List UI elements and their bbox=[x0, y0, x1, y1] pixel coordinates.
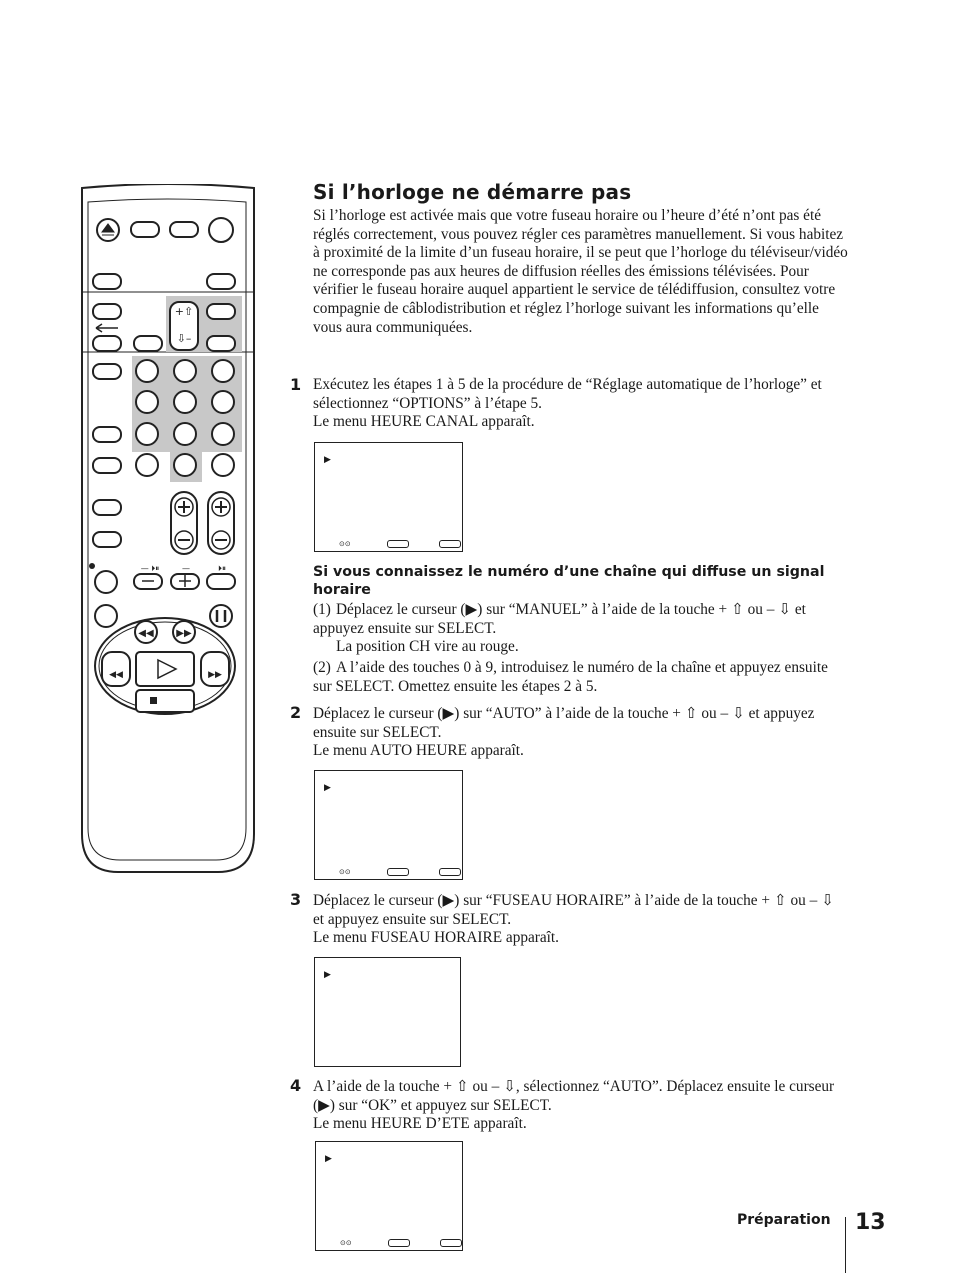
tv-screen-heure-canal bbox=[314, 442, 463, 552]
rewind-icon: ◀◀ bbox=[138, 628, 154, 639]
step-number: 1 bbox=[290, 375, 302, 394]
step-instruction: Exécutez les étapes 1 à 5 de la procédure de “Réglage automatique de l’horloge” et sélectionnez “OPTIONS” à l’étape 5. bbox=[313, 376, 822, 412]
power-button[interactable] bbox=[209, 218, 233, 242]
svg-text:—: — bbox=[182, 564, 190, 573]
screen-button-pill bbox=[387, 540, 409, 548]
footer-divider bbox=[845, 1217, 846, 1273]
record-dot-icon bbox=[89, 563, 95, 569]
item-text: Déplacez le curseur (▶) sur “MANUEL” à l’aide de la touche + ⇧ ou – ⇩ et appuyez ensuite sur SELECT. bbox=[313, 601, 806, 637]
number-button-zero[interactable] bbox=[174, 454, 196, 476]
step-instruction: Déplacez le curseur (▶) sur “AUTO” à l’aide de la touche + ⇧ ou – ⇩ et appuyez ensuite sur SELECT. bbox=[313, 705, 815, 741]
number-button[interactable] bbox=[174, 423, 196, 445]
number-button[interactable] bbox=[174, 360, 196, 382]
screen-button-pill bbox=[439, 868, 461, 876]
remote-button[interactable] bbox=[170, 222, 198, 237]
fast-forward-icon: ▶▶ bbox=[176, 628, 192, 639]
remote-button[interactable] bbox=[95, 605, 117, 627]
plus-up-icon: +⇧ bbox=[174, 305, 194, 318]
remote-button[interactable] bbox=[93, 364, 121, 379]
record-button[interactable] bbox=[95, 571, 117, 593]
number-button[interactable] bbox=[136, 391, 158, 413]
number-button[interactable] bbox=[212, 360, 234, 382]
stop-button[interactable] bbox=[136, 690, 194, 712]
step-result: Le menu HEURE D’ETE apparaît. bbox=[313, 1115, 527, 1133]
step-number: 4 bbox=[290, 1076, 302, 1095]
tv-screen-auto-heure bbox=[314, 770, 463, 880]
tv-screen-heure-dete bbox=[315, 1141, 463, 1251]
screen-footer-icon: ⊙⊙ bbox=[340, 1239, 352, 1247]
screen-button-pill bbox=[387, 868, 409, 876]
step-result: Le menu AUTO HEURE apparaît. bbox=[313, 742, 524, 760]
fast-forward-icon: ▶▶ bbox=[208, 670, 222, 680]
step-1-text bbox=[313, 376, 848, 432]
screen-footer-icon: ⊙⊙ bbox=[339, 868, 351, 876]
remote-button[interactable] bbox=[93, 532, 121, 547]
step-result: Le menu FUSEAU HORAIRE apparaît. bbox=[313, 929, 559, 947]
cursor-icon: ▶ bbox=[324, 782, 331, 792]
page-number: 13 bbox=[855, 1210, 886, 1235]
rewind-button[interactable] bbox=[102, 652, 130, 686]
screen-footer-icon: ⊙⊙ bbox=[339, 540, 351, 548]
remote-button[interactable] bbox=[207, 274, 235, 289]
number-button[interactable] bbox=[174, 391, 196, 413]
remote-button[interactable] bbox=[93, 304, 121, 319]
screen-button-pill bbox=[388, 1239, 410, 1247]
cursor-icon: ▶ bbox=[325, 1153, 332, 1163]
rewind-icon: ◀◀ bbox=[109, 670, 123, 680]
step-instruction: Déplacez le curseur (▶) sur “FUSEAU HORAIRE” à l’aide de la touche + ⇧ ou – ⇩ et appuyez ensuite sur SELECT. bbox=[313, 892, 834, 928]
intro-paragraph: Si l’horloge est activée mais que votre fuseau horaire ou l’heure d’été n’ont pas été réglés correctement, vous pouvez régler ces paramètres manuellement. Si vous habitez à proximité de la limite d’un fuseau horaire, il se peut que l’horloge du téléviseur/vidéo ne corresponde pas aux heures de diffusion réelles des émissions télévisées. Pour vérifier le fuseau horaire auquel appartient le service de télédiffusion, consultez votre compagnie de câblodistribution et réglez l’horloge suivant les informations qu’elle vous aura communiquées. bbox=[313, 207, 848, 336]
step-result: Le menu HEURE CANAL apparaît. bbox=[313, 413, 535, 431]
frame-advance-button[interactable] bbox=[207, 574, 235, 589]
item-label: (1) bbox=[313, 601, 331, 618]
cursor-icon: ▶ bbox=[324, 454, 331, 464]
tv-screen-fuseau-horaire bbox=[314, 957, 461, 1067]
number-button[interactable] bbox=[212, 423, 234, 445]
number-button[interactable] bbox=[136, 423, 158, 445]
pause-button[interactable] bbox=[210, 605, 232, 627]
screen-button-pill bbox=[439, 540, 461, 548]
item-note: La position CH vire au rouge. bbox=[336, 638, 519, 656]
section-label: Préparation bbox=[737, 1212, 831, 1228]
subsection-item-1 bbox=[313, 601, 848, 657]
item-label: (2) bbox=[313, 659, 331, 676]
number-button[interactable] bbox=[136, 454, 158, 476]
fast-forward-button[interactable] bbox=[201, 652, 229, 686]
page-title: Si l’horloge ne démarre pas bbox=[313, 180, 632, 204]
step-4-text bbox=[313, 1078, 848, 1134]
subsection-item-2 bbox=[313, 659, 848, 696]
remote-button[interactable] bbox=[134, 336, 162, 351]
step-2-text bbox=[313, 705, 848, 761]
minus-down-icon: ⇩– bbox=[176, 332, 192, 345]
stop-icon bbox=[150, 697, 157, 704]
frame-advance-icon: ⏵⏸ bbox=[218, 564, 226, 573]
step-instruction: A l’aide de la touche + ⇧ ou – ⇩, sélectionnez “AUTO”. Déplacez ensuite le curseur (▶) sur “OK” et appuyez sur SELECT. bbox=[313, 1078, 835, 1114]
slow-icon: — ⏵⏸ bbox=[140, 564, 160, 573]
remote-button[interactable] bbox=[93, 336, 121, 351]
remote-button[interactable] bbox=[93, 274, 121, 289]
number-button[interactable] bbox=[136, 360, 158, 382]
screen-button-pill bbox=[440, 1239, 462, 1247]
number-button[interactable] bbox=[212, 454, 234, 476]
remote-control-illustration bbox=[78, 184, 258, 874]
item-text: A l’aide des touches 0 à 9, introduisez le numéro de la chaîne et appuyez ensuite sur SELECT. Omettez ensuite les étapes 2 à 5. bbox=[313, 659, 828, 695]
remote-button[interactable] bbox=[93, 500, 121, 515]
remote-button[interactable] bbox=[207, 336, 235, 351]
remote-button[interactable] bbox=[207, 304, 235, 319]
step-number: 2 bbox=[290, 703, 302, 722]
remote-button[interactable] bbox=[131, 222, 159, 237]
step-3-text bbox=[313, 892, 848, 948]
remote-button[interactable] bbox=[93, 427, 121, 442]
subsection-heading: Si vous connaissez le numéro d’une chaîne qui diffuse un signal horaire bbox=[313, 564, 825, 598]
step-number: 3 bbox=[290, 890, 302, 909]
number-button[interactable] bbox=[212, 391, 234, 413]
cursor-icon: ▶ bbox=[324, 969, 331, 979]
remote-button[interactable] bbox=[93, 458, 121, 473]
